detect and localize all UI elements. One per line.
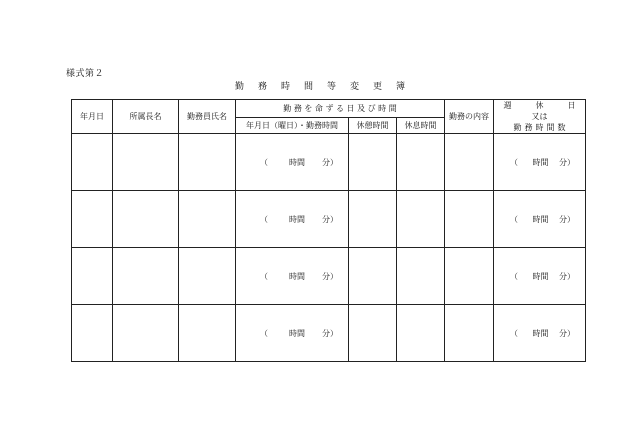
header-weekly-holiday-line1: 週 休 日 xyxy=(503,101,584,110)
open-paren: （ xyxy=(260,271,268,281)
document-title: 勤務時間等変更簿 xyxy=(234,82,419,92)
cell-dept-head[interactable] xyxy=(113,305,179,362)
header-weekly-holiday-line3: 勤務時間数 xyxy=(513,123,569,132)
cell-date[interactable] xyxy=(72,305,113,362)
cell-holiday-hours[interactable] xyxy=(494,305,586,362)
cell-break-time[interactable] xyxy=(397,134,445,191)
cell-duty-content[interactable] xyxy=(445,134,494,191)
cell-staff-name[interactable] xyxy=(179,191,236,248)
cell-staff-name[interactable] xyxy=(179,305,236,362)
cell-dept-head[interactable] xyxy=(113,134,179,191)
open-paren: （ xyxy=(510,271,519,281)
open-paren: （ xyxy=(260,328,268,338)
cell-rest-time[interactable] xyxy=(349,134,397,191)
cell-dept-head[interactable] xyxy=(113,191,179,248)
hours-label: 時間 xyxy=(289,157,305,167)
change-log-table xyxy=(71,99,586,362)
cell-rest-time[interactable] xyxy=(349,248,397,305)
table-row xyxy=(72,305,586,362)
cell-duty-content[interactable] xyxy=(445,248,494,305)
hours-label: 時間 xyxy=(289,271,305,281)
minutes-label: 分） xyxy=(559,328,576,338)
open-paren: （ xyxy=(510,328,519,338)
header-date-hours: 年月日（曜日）・勤務時間 xyxy=(236,117,349,134)
header-duty-content: 勤務の内容 xyxy=(445,100,494,134)
open-paren: （ xyxy=(510,214,519,224)
header-date: 年月日 xyxy=(72,100,113,134)
cell-duty-content[interactable] xyxy=(445,191,494,248)
cell-date[interactable] xyxy=(72,248,113,305)
hours-label: 時間 xyxy=(532,271,549,281)
header-assigned-duty-group: 勤 務 を 命 ず る 日 及 び 時 間 xyxy=(236,100,445,118)
minutes-label: 分） xyxy=(559,214,576,224)
hours-label: 時間 xyxy=(532,157,549,167)
table-row xyxy=(72,248,586,305)
cell-holiday-hours[interactable] xyxy=(494,134,586,191)
form-number: 様式第２ xyxy=(66,69,105,79)
cell-rest-time[interactable] xyxy=(349,305,397,362)
hours-label: 時間 xyxy=(532,214,549,224)
minutes-label: 分） xyxy=(322,328,338,338)
cell-date[interactable] xyxy=(72,191,113,248)
cell-staff-name[interactable] xyxy=(179,134,236,191)
cell-duty-content[interactable] xyxy=(445,305,494,362)
cell-date-hours[interactable] xyxy=(236,191,349,248)
cell-holiday-hours[interactable] xyxy=(494,191,586,248)
header-weekly-holiday xyxy=(494,100,586,134)
minutes-label: 分） xyxy=(559,271,576,281)
minutes-label: 分） xyxy=(559,157,576,167)
hours-label: 時間 xyxy=(532,328,549,338)
hours-label: 時間 xyxy=(289,328,305,338)
cell-dept-head[interactable] xyxy=(113,248,179,305)
cell-break-time[interactable] xyxy=(397,305,445,362)
header-weekly-holiday-line2: 又は xyxy=(531,112,548,121)
cell-holiday-hours[interactable] xyxy=(494,248,586,305)
cell-date[interactable] xyxy=(72,134,113,191)
table-row xyxy=(72,191,586,248)
table-row xyxy=(72,134,586,191)
header-staff-name: 勤務員氏名 xyxy=(179,100,236,134)
cell-rest-time[interactable] xyxy=(349,191,397,248)
open-paren: （ xyxy=(510,157,519,167)
minutes-label: 分） xyxy=(322,214,338,224)
cell-date-hours[interactable] xyxy=(236,248,349,305)
open-paren: （ xyxy=(260,214,268,224)
header-break-time: 休息時間 xyxy=(397,117,445,134)
header-dept-head: 所属長名 xyxy=(113,100,179,134)
open-paren: （ xyxy=(260,157,268,167)
minutes-label: 分） xyxy=(322,157,338,167)
hours-label: 時間 xyxy=(289,214,305,224)
cell-break-time[interactable] xyxy=(397,191,445,248)
cell-date-hours[interactable] xyxy=(236,305,349,362)
cell-staff-name[interactable] xyxy=(179,248,236,305)
header-rest-time: 休憩時間 xyxy=(349,117,397,134)
cell-break-time[interactable] xyxy=(397,248,445,305)
minutes-label: 分） xyxy=(322,271,338,281)
cell-date-hours[interactable] xyxy=(236,134,349,191)
